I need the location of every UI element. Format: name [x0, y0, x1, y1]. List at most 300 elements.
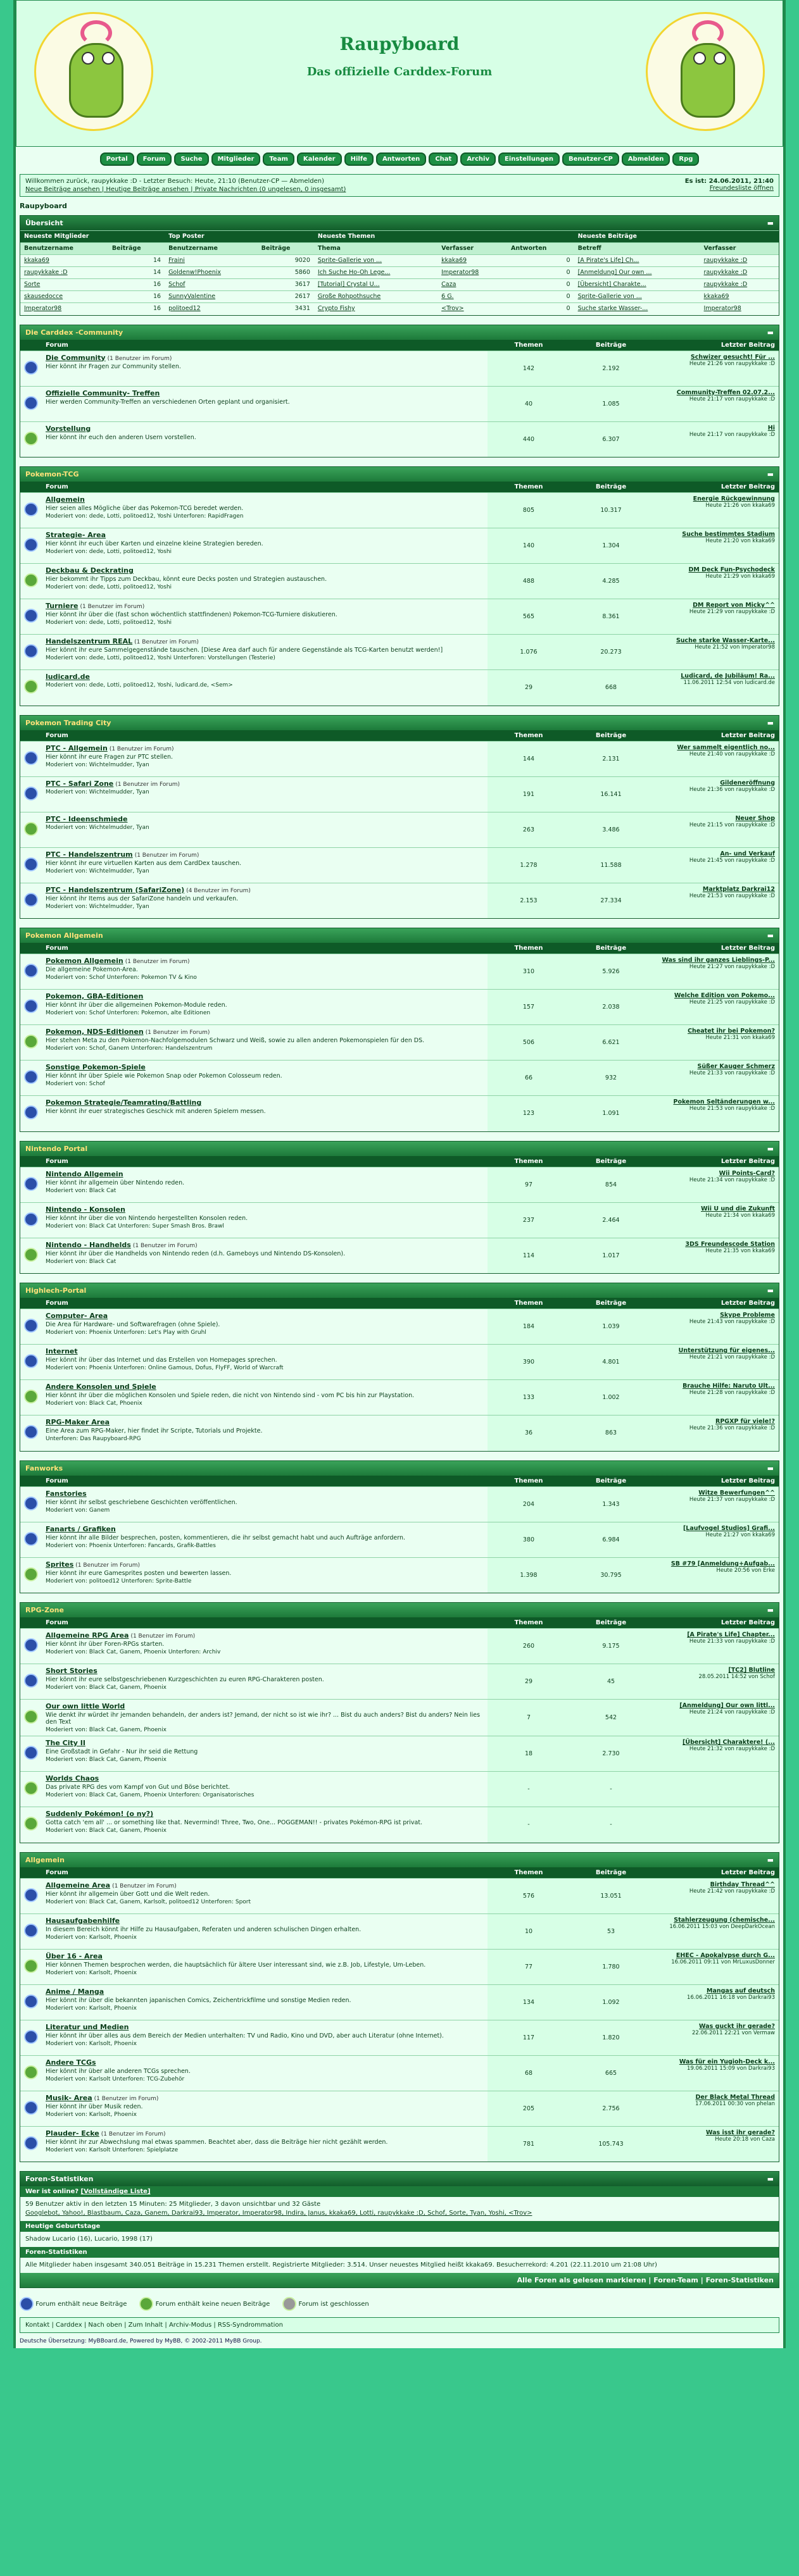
stats-title: Foren-Statistiken [25, 2175, 94, 2183]
forum-moderators[interactable]: Moderiert von: Black Cat, Ganem, Phoenix [46, 1827, 167, 1834]
forum-table [20, 1156, 779, 1274]
collapse-icon[interactable]: ▬ [767, 219, 774, 227]
forum-row [20, 1486, 779, 1522]
forum-row [20, 2126, 779, 2162]
forum-name[interactable]: PTC - Ideenschmiede [46, 814, 128, 823]
forum-info [42, 847, 488, 883]
forum-moderators[interactable]: Moderiert von: Karlsolt Unterforen: Spielplatze [46, 2146, 179, 2153]
forum-status-icon [24, 361, 38, 375]
forum-info [42, 1984, 488, 2020]
last-post-title[interactable]: Gildeneröffnung [720, 779, 775, 787]
forum-name[interactable]: Vorstellung [46, 424, 91, 433]
overview-cell[interactable]: Imperator98 [20, 303, 108, 315]
overview-cell[interactable]: Caza [437, 279, 507, 291]
nav-button[interactable]: Archiv [460, 152, 496, 166]
forum-status-icon [24, 1319, 38, 1333]
overview-cell[interactable]: skausedocce [20, 291, 108, 303]
forum-name[interactable]: Strategie- Area [46, 531, 106, 539]
forum-row [20, 1557, 779, 1593]
last-post-info: Heute 21:33 von raupykkake :D [689, 1638, 775, 1645]
last-post-title[interactable]: Brauche Hilfe: Naruto Ult... [683, 1383, 775, 1390]
forum-posts-count: 20.273 [570, 635, 652, 670]
forum-name[interactable]: Literatur und Medien [46, 2022, 129, 2031]
forum-topics-count: 205 [488, 2091, 570, 2126]
last-post-title[interactable]: Cheatet ihr bei Pokemon? [688, 1028, 775, 1035]
forum-posts-count: 1.343 [570, 1486, 652, 1522]
forum-moderators[interactable]: Moderiert von: Black Cat, Ganem, Phoenix [46, 1727, 167, 1733]
overview-cell[interactable]: Sprite-Gallerie von ... [574, 291, 700, 303]
overview-subheading: Benutzername [165, 243, 258, 255]
forum-info [42, 2126, 488, 2162]
forum-moderators[interactable]: Moderiert von: Black Cat [46, 1258, 116, 1265]
forum-status-icon [24, 1959, 38, 1973]
forum-name[interactable]: Short Stories [46, 1667, 98, 1675]
last-post-title[interactable]: Wer sammelt eigentlich no... [677, 744, 775, 751]
forum-name[interactable]: Pokemon Allgemein [46, 957, 123, 965]
forum-row [20, 1700, 779, 1736]
overview-cell[interactable]: raupykkake :D [700, 279, 779, 291]
online-user-list[interactable]: Googlebot, Yahoo!, Blastbaum, Caza, Ganem, Darkrai93, Imperator, Imperator98, Indira, Janus, kkaka69, Lotti, raupykkake :D, Schof, Sorte, Tyan, Yoshi, <Trov> [25, 2210, 532, 2217]
forum-description: Hier könnt ihr euch über Karten und einzelne kleine Strategien bereden. [46, 540, 263, 547]
forum-moderators[interactable]: Moderiert von: Wichtelmudder, Tyan [46, 824, 149, 831]
forum-info [42, 1202, 488, 1238]
overview-cell[interactable]: [Übersicht] Charakte... [574, 279, 700, 291]
forum-moderators[interactable]: Moderiert von: Black Cat, Ganem, Karlsolt, politoed12 Unterforen: Sport [46, 1898, 251, 1905]
forum-status-icon [24, 1496, 38, 1510]
forum-name[interactable]: Handelszentrum REAL [46, 637, 133, 645]
forum-row [20, 635, 779, 670]
forum-moderators[interactable]: Moderiert von: Schof, Ganem Unterforen: Handelszentrum [46, 1045, 213, 1052]
forum-name[interactable]: Offizielle Community- Treffen [46, 389, 160, 397]
nav-button[interactable]: Chat [429, 152, 458, 166]
forum-name[interactable]: Pokemon, GBA-Editionen [46, 992, 144, 1000]
forum-column-head: Forum [42, 1476, 488, 1487]
forum-posts-count: 932 [570, 1061, 652, 1096]
last-post-title[interactable]: Neuer Shop [735, 814, 775, 822]
last-post-title[interactable]: [TC2] Blutline [728, 1667, 775, 1674]
stats-bottom-links[interactable]: Alle Foren als gelesen markieren | Foren-Team | Foren-Statistiken [517, 2276, 774, 2284]
forum-name[interactable]: Pokemon Strategie/Teamrating/Battling [46, 1098, 202, 1107]
collapse-icon[interactable]: ▬ [767, 718, 774, 727]
overview-cell[interactable]: kkaka69 [20, 255, 108, 267]
overview-cell[interactable]: 6 G. [437, 291, 507, 303]
forum-row [20, 1984, 779, 2020]
forum-name[interactable]: PTC - Allgemein [46, 744, 108, 752]
forum-name[interactable]: Deckbau & Deckrating [46, 566, 134, 575]
nav-button[interactable]: Team [263, 152, 294, 166]
category-title[interactable]: Pokemon Trading City [25, 718, 111, 727]
forum-status-icon [24, 1710, 38, 1724]
forum-topics-count: 506 [488, 1025, 570, 1061]
forum-name[interactable]: Allgemeine RPG Area [46, 1631, 129, 1640]
last-post-title[interactable]: Süßer Kauger Schmerz [697, 1063, 775, 1070]
last-post-title[interactable]: EHEC - Apokalypse durch G... [676, 1951, 775, 1959]
forum-moderators[interactable]: Moderiert von: Karlsolt Unterforen: TCG-Zubehör [46, 2075, 185, 2082]
overview-cell[interactable]: Crypto Fishy [314, 303, 437, 315]
forum-row [20, 2091, 779, 2126]
forum-name[interactable]: Fanarts / Grafiken [46, 1524, 116, 1533]
overview-cell[interactable]: [Tutorial] Crystal U... [314, 279, 437, 291]
collapse-icon[interactable]: ▬ [767, 1464, 774, 1472]
forum-moderators[interactable]: Moderiert von: Karlsolt, Phoenix [46, 2040, 137, 2047]
forum-moderators[interactable]: Moderiert von: Ganem [46, 1507, 110, 1514]
forum-info [42, 1416, 488, 1451]
forum-name[interactable]: Nintendo - Konsolen [46, 1205, 125, 1214]
forum-moderators[interactable]: Moderiert von: Phoenix Unterforen: Let's Play with Gruhl [46, 1329, 206, 1336]
category-title[interactable]: Pokemon Allgemein [25, 931, 103, 940]
forum-status-cell [20, 1167, 42, 1202]
last-post-title[interactable]: Community-Treffen 02.07.2... [676, 389, 775, 396]
last-post-title[interactable]: Stahlerzeugung (chemische... [674, 1916, 775, 1924]
nav-button[interactable]: Antworten [376, 152, 426, 166]
overview-cell[interactable]: politoed12 [165, 303, 258, 315]
nav-button[interactable]: Abmelden [622, 152, 670, 166]
forum-name[interactable]: Nintendo - Handhelds [46, 1240, 131, 1249]
last-post-title[interactable]: Was sind ihr ganzes Lieblings-P... [662, 957, 775, 964]
forum-row [20, 351, 779, 386]
forum-row [20, 1949, 779, 1984]
forum-moderators[interactable]: Moderiert von: dede, Lotti, politoed12, Yoshi [46, 584, 172, 590]
last-post-title[interactable]: [Laufvogel Studios] Grafi... [683, 1524, 775, 1532]
forum-info [42, 1629, 488, 1664]
legend-none: Forum enthält keine neuen Beiträge [155, 2301, 270, 2308]
overview-cell[interactable]: Fraini [165, 255, 258, 267]
forum-status-cell [20, 1025, 42, 1061]
last-post-title[interactable]: Witze Bewerfungen^^ [698, 1489, 775, 1496]
category-title[interactable]: Highlech-Portal [25, 1286, 87, 1295]
last-post-title[interactable]: An- und Verkauf [720, 850, 775, 857]
last-post-title[interactable]: Marktplatz Darkrai12 [702, 885, 775, 893]
forum-name[interactable]: The City II [46, 1739, 85, 1747]
forum-topics-count: 260 [488, 1629, 570, 1664]
overview-cell[interactable]: raupykkake :D [700, 267, 779, 279]
forum-name[interactable]: Allgemein [46, 495, 85, 504]
forum-row [20, 564, 779, 599]
last-post-info: Heute 21:24 von raupykkake :D [689, 1709, 775, 1715]
forum-moderators[interactable]: Moderiert von: dede, Lotti, politoed12, Yoshi Unterforen: Vorstellungen (Testerie) [46, 655, 275, 661]
last-post-title[interactable]: Was guckt ihr gerade? [699, 2022, 775, 2030]
forum-name[interactable]: Andere TCGs [46, 2058, 96, 2067]
forum-last-post [652, 635, 779, 670]
forum-topics-count: 204 [488, 1486, 570, 1522]
overview-cell[interactable]: raupykkake :D [700, 255, 779, 267]
last-post-title[interactable]: Energie Rückgewinnung [693, 495, 775, 502]
forum-moderators[interactable]: Moderiert von: Schof Unterforen: Pokemon, alte Editionen [46, 1010, 211, 1016]
site-subtitle: Das offizielle Carddex-Forum [306, 65, 493, 78]
forum-name[interactable]: RPG-Maker Area [46, 1418, 110, 1426]
forum-name[interactable]: Our own little World [46, 1702, 125, 1710]
forum-users-online: (1 Benutzer im Forum) [130, 1633, 196, 1640]
overview-cell[interactable]: <Trov> [437, 303, 507, 315]
forum-moderators[interactable]: Moderiert von: Wichtelmudder, Tyan [46, 761, 149, 768]
forum-status-icon [24, 644, 38, 658]
forum-last-post [652, 564, 779, 599]
collapse-icon[interactable]: ▬ [767, 931, 774, 940]
last-post-title[interactable]: Was für ein Yugioh-Deck k... [679, 2058, 775, 2065]
last-post-info: Heute 21:20 von kkaka69 [705, 538, 775, 544]
forum-status-icon [24, 857, 38, 871]
forum-row [20, 1345, 779, 1380]
last-post-title[interactable]: 3DS Freundescode Station [685, 1240, 775, 1248]
last-post-info: Heute 21:37 von raupykkake :D [689, 1496, 775, 1503]
forum-description: Hier könnt ihr allgemein über Nintendo reden. [46, 1179, 185, 1186]
category-title[interactable]: RPG-Zone [25, 1606, 64, 1614]
last-post-title[interactable]: Pokemon Seltänderungen w... [673, 1098, 775, 1105]
last-post-title[interactable]: Der Black Metal Thread [695, 2093, 775, 2101]
overview-cell[interactable]: Ich Suche Ho-Oh Lege... [314, 267, 437, 279]
forum-posts-count: 863 [570, 1416, 652, 1451]
forum-name[interactable]: Plauder- Ecke [46, 2129, 99, 2137]
forum-moderators[interactable]: Unterforen: Das Raupyboard-RPG [46, 1436, 141, 1442]
overview-cell: 16 [108, 303, 165, 315]
nav-button[interactable]: Forum [137, 152, 172, 166]
collapse-icon[interactable]: ▬ [767, 1286, 774, 1295]
collapse-icon[interactable]: ▬ [767, 1606, 774, 1614]
forum-topics-count: 140 [488, 528, 570, 564]
forum-moderators[interactable]: Moderiert von: dede, Lotti, politoed12, Yoshi [46, 549, 172, 555]
forum-name[interactable]: Sprites [46, 1560, 74, 1569]
forum-name[interactable]: PTC - Handelszentrum (SafariZone) [46, 885, 185, 894]
forum-status-icon [24, 680, 38, 694]
category-title[interactable]: Fanworks [25, 1464, 63, 1472]
forum-name[interactable]: Hausaufgabenhilfe [46, 1916, 120, 1925]
overview-cell[interactable]: Große Rohpothsuche [314, 291, 437, 303]
forum-moderators[interactable]: Moderiert von: Wichtelmudder, Tyan [46, 788, 149, 795]
last-post-title[interactable]: Birthday Thread^^ [710, 1881, 775, 1888]
forum-name[interactable]: Internet [46, 1347, 78, 1355]
overview-cell[interactable]: Schof [165, 279, 258, 291]
forum-status-cell [20, 2020, 42, 2055]
last-post-title[interactable]: Suche bestimmtes Stadium [682, 531, 775, 538]
forum-status-cell [20, 2126, 42, 2162]
last-post-title[interactable]: DM Deck Fun-Psychodeck [688, 566, 775, 573]
overview-cell[interactable]: Imperator98 [437, 267, 507, 279]
last-post-title[interactable]: DM Report von Micky^^ [693, 602, 775, 609]
forum-name[interactable]: Worlds Chaos [46, 1774, 99, 1783]
collapse-icon[interactable]: ▬ [767, 1144, 774, 1153]
last-post-title[interactable]: [Anmeldung] Our own littl... [679, 1702, 775, 1709]
overview-cell[interactable]: raupykkake :D [20, 267, 108, 279]
forum-last-post [652, 990, 779, 1025]
quick-links[interactable]: Neue Beiträge ansehen | Heutige Beiträge ansehen | Private Nachrichten (0 ungelesen, 0 insgesamt) [25, 186, 346, 193]
last-post-title[interactable]: [A Pirate's Life] Chapter... [687, 1631, 775, 1638]
forum-row [20, 1629, 779, 1664]
forum-moderators[interactable]: Moderiert von: Black Cat, Ganem, Phoenix Unterforen: Archiv [46, 1649, 221, 1655]
forum-row [20, 670, 779, 706]
last-post-title[interactable]: [Übersicht] Charaktere! (... [683, 1739, 775, 1746]
forum-row [20, 1380, 779, 1416]
forum-description: Hier seien alles Mögliche über das Pokemon-TCG beredet werden. [46, 505, 244, 512]
last-post-title[interactable]: Unterstützung für eigenes... [678, 1347, 775, 1354]
collapse-icon[interactable]: ▬ [767, 470, 774, 478]
forum-moderators[interactable]: Moderiert von: dede, Lotti, politoed12, Yoshi Unterforen: RapidFragen [46, 513, 244, 520]
forum-moderators[interactable]: Moderiert von: Karlsolt, Phoenix [46, 2111, 137, 2118]
topics-column-head: Themen [488, 1156, 570, 1167]
forum-moderators[interactable]: Moderiert von: Wichtelmudder, Tyan [46, 868, 149, 874]
last-post-info: Heute 21:43 von raupykkake :D [689, 1319, 775, 1325]
forum-row [20, 421, 779, 457]
forum-moderators[interactable]: Moderiert von: dede, Lotti, politoed12, Yoshi [46, 619, 172, 626]
forum-row [20, 1202, 779, 1238]
forum-posts-count: 3.486 [570, 812, 652, 847]
posts-column-head: Beiträge [570, 1298, 652, 1309]
nav-button[interactable]: Rpg [672, 152, 699, 166]
last-post-title[interactable]: Hi [767, 424, 775, 432]
category-title[interactable]: Pokemon-TCG [25, 470, 79, 478]
nav-button[interactable]: Portal [100, 152, 134, 166]
nav-button[interactable]: Suche [174, 152, 208, 166]
overview-cell: 3617 [258, 279, 314, 291]
last-post-column-head: Letzter Beitrag [652, 340, 779, 351]
forum-name[interactable]: Über 16 - Area [46, 1951, 103, 1960]
forum-name[interactable]: Fanstories [46, 1489, 87, 1498]
full-list-link[interactable]: [Vollständige Liste] [80, 2188, 151, 2195]
forum-name[interactable]: Sonstige Pokemon-Spiele [46, 1063, 146, 1071]
forum-name[interactable]: PTC - Safari Zone [46, 779, 114, 788]
last-post-title[interactable]: Welche Edition von Pokemo... [674, 992, 775, 999]
category-title[interactable]: Nintendo Portal [25, 1144, 88, 1153]
forum-info [42, 1061, 488, 1096]
nav-button[interactable]: Hilfe [344, 152, 374, 166]
forum-moderators[interactable]: Moderiert von: Schof [46, 1081, 105, 1087]
category-header [20, 928, 779, 943]
overview-row [20, 279, 779, 291]
forum-moderators[interactable]: Moderiert von: Karlsolt, Phoenix [46, 1934, 137, 1941]
forum-posts-count: 2.038 [570, 990, 652, 1025]
nav-button[interactable]: Mitglieder [211, 152, 261, 166]
forum-moderators[interactable]: Moderiert von: Black Cat, Phoenix [46, 1400, 142, 1407]
overview-cell[interactable]: kkaka69 [700, 291, 779, 303]
forum-moderators[interactable]: Moderiert von: Black Cat, Ganem, Phoenix [46, 1757, 167, 1763]
forum-name[interactable]: Computer- Area [46, 1312, 108, 1320]
forum-moderators[interactable]: Moderiert von: Black Cat Unterforen: Super Smash Bros. Brawl [46, 1223, 224, 1229]
forum-info [42, 741, 488, 776]
last-post-info: 19.06.2011 15:09 von Darkrai93 [687, 2065, 775, 2072]
overview-cell[interactable]: [A Pirate's Life] Ch... [574, 255, 700, 267]
collapse-icon[interactable]: ▬ [767, 1855, 774, 1864]
overview-row [20, 303, 779, 315]
overview-cell[interactable]: kkaka69 [437, 255, 507, 267]
forum-name[interactable]: PTC - Handelszentrum [46, 850, 133, 859]
forum-users-online: (1 Benutzer im Forum) [115, 781, 180, 788]
last-post-title[interactable]: RPGXP für viele!? [715, 1418, 775, 1425]
forum-name[interactable]: Pokemon, NDS-Editionen [46, 1028, 144, 1036]
forum-name[interactable]: Nintendo Allgemein [46, 1169, 123, 1178]
forum-name[interactable]: Anime / Manga [46, 1987, 104, 1996]
forum-status-cell [20, 1984, 42, 2020]
forum-moderators[interactable]: Moderiert von: politoed12 Unterforen: Sprite-Battle [46, 1577, 192, 1584]
forum-moderators[interactable]: Moderiert von: Black Cat, Ganem, Phoenix [46, 1684, 167, 1691]
forum-users-online: (1 Benutzer im Forum) [145, 1030, 210, 1036]
online-summary: 59 Benutzer aktiv in den letzten 15 Minuten: 25 Mitglieder, 3 davon unsichtbar und 32 Gäste [25, 2201, 321, 2208]
forum-table [20, 1298, 779, 1451]
forum-posts-count: 10.317 [570, 493, 652, 528]
forum-name[interactable]: Turniere [46, 602, 79, 610]
forum-name[interactable]: Allgemeine Area [46, 1881, 111, 1889]
overview-cell[interactable]: [Anmeldung] Our own ... [574, 267, 700, 279]
last-post-title[interactable]: Schwizer gesucht! Für ... [690, 353, 775, 361]
category-title[interactable]: Allgemein [25, 1855, 65, 1864]
forum-info [42, 812, 488, 847]
nav-button[interactable]: Kalender [297, 152, 342, 166]
forum-name[interactable]: Musik- Area [46, 2093, 92, 2102]
overview-cell[interactable]: Sorte [20, 279, 108, 291]
category-title[interactable]: Die Carddex -Community [25, 328, 123, 337]
category-header [20, 1283, 779, 1298]
forum-moderators[interactable]: Moderiert von: Wichtelmudder, Tyan [46, 903, 149, 910]
forum-last-post [652, 1913, 779, 1949]
forum-moderators[interactable]: Moderiert von: Schof Unterforen: Pokemon TV & Kino [46, 974, 197, 981]
breadcrumb[interactable]: Raupyboard [20, 202, 67, 210]
current-time: Es ist: 24.06.2011, 21:40 [684, 178, 774, 185]
footer-links[interactable]: Kontakt | Carddex | Nach oben | Zum Inhalt | Archiv-Modus | RSS-Syndrommation [20, 2317, 779, 2333]
icon-column-head [20, 482, 42, 493]
collapse-icon[interactable]: ▬ [767, 328, 774, 337]
overview-cell[interactable]: Suche starke Wasser-... [574, 303, 700, 315]
forum-info [42, 1949, 488, 1984]
forum-topics-count: 77 [488, 1949, 570, 1984]
forum-name[interactable]: ludicard.de [46, 673, 91, 681]
forum-topics-count: 157 [488, 990, 570, 1025]
forum-last-post [652, 1096, 779, 1131]
overview-panel [20, 215, 779, 316]
forum-category [20, 928, 779, 1132]
forum-posts-count: 665 [570, 2055, 652, 2091]
forum-moderators[interactable]: Moderiert von: Black Cat [46, 1187, 116, 1194]
last-post-title[interactable]: Wii Points-Card? [719, 1169, 775, 1177]
forum-moderators[interactable]: Moderiert von: Phoenix Unterforen: Online Gamous, Dofus, FlyFF, World of Warcraft [46, 1365, 284, 1371]
forum-moderators[interactable]: Moderiert von: dede, Lotti, politoed12, Yoshi, ludicard.de, <Sem> [46, 682, 233, 688]
last-post-title[interactable]: SB #79 [Anmeldung+Aufgab... [670, 1560, 775, 1567]
forum-moderators[interactable]: Moderiert von: Karlsolt, Phoenix [46, 2005, 137, 2012]
last-post-title[interactable]: Ludicard, de Jubiläum! Ra... [681, 673, 775, 680]
overview-cell[interactable]: SunnyValentine [165, 291, 258, 303]
overview-cell[interactable]: Imperator98 [700, 303, 779, 315]
overview-cell[interactable]: Sprite-Gallerie von ... [314, 255, 437, 267]
nav-button[interactable]: Einstellungen [498, 152, 560, 166]
forum-category [20, 1283, 779, 1452]
overview-cell[interactable]: Goldenw!Phoenix [165, 267, 258, 279]
forum-info [42, 1557, 488, 1593]
friends-link[interactable]: Freundesliste öffnen [709, 185, 774, 192]
forum-status-icon [24, 1567, 38, 1581]
last-post-title[interactable]: Mangas auf deutsch [706, 1987, 775, 1994]
forum-category [20, 1602, 779, 1843]
forum-status-cell [20, 1629, 42, 1664]
forum-info [42, 954, 488, 990]
forum-last-post [652, 351, 779, 386]
forum-moderators[interactable]: Moderiert von: Karlsolt, Phoenix [46, 1969, 137, 1976]
overview-heading: Neueste Mitglieder [20, 231, 165, 243]
forum-name[interactable]: Suddenly Pokémon! (o ny?) [46, 1810, 154, 1818]
forum-moderators[interactable]: Moderiert von: Phoenix Unterforen: Fancards, Grafik-Battles [46, 1542, 216, 1549]
nav-button[interactable]: Benutzer-CP [562, 152, 619, 166]
forum-topics-count: 576 [488, 1878, 570, 1913]
forum-posts-count: 1.002 [570, 1380, 652, 1416]
last-post-title[interactable]: Was isst ihr gerade? [705, 2129, 775, 2136]
forum-moderators[interactable]: Moderiert von: Black Cat, Ganem, Phoenix Unterforen: Organisatorisches [46, 1792, 255, 1798]
last-post-title[interactable]: Wii U und die Zukunft [701, 1205, 775, 1212]
collapse-icon[interactable]: ▬ [767, 2175, 774, 2183]
forum-last-post [652, 1238, 779, 1273]
birthdays-list[interactable]: Shadow Lucario (16), Lucario, 1998 (17) [25, 2236, 153, 2243]
forum-description: Hier könnt ihr über die allgemeinen Pokemon-Module reden. [46, 1002, 227, 1009]
forum-name[interactable]: Andere Konsolen und Spiele [46, 1383, 156, 1391]
last-post-title[interactable]: Suche starke Wasser-Karte... [676, 637, 775, 644]
forum-name[interactable]: Die Community [46, 353, 106, 362]
last-post-title[interactable]: Skype Probleme [720, 1312, 775, 1319]
forum-topics-count: 36 [488, 1416, 570, 1451]
